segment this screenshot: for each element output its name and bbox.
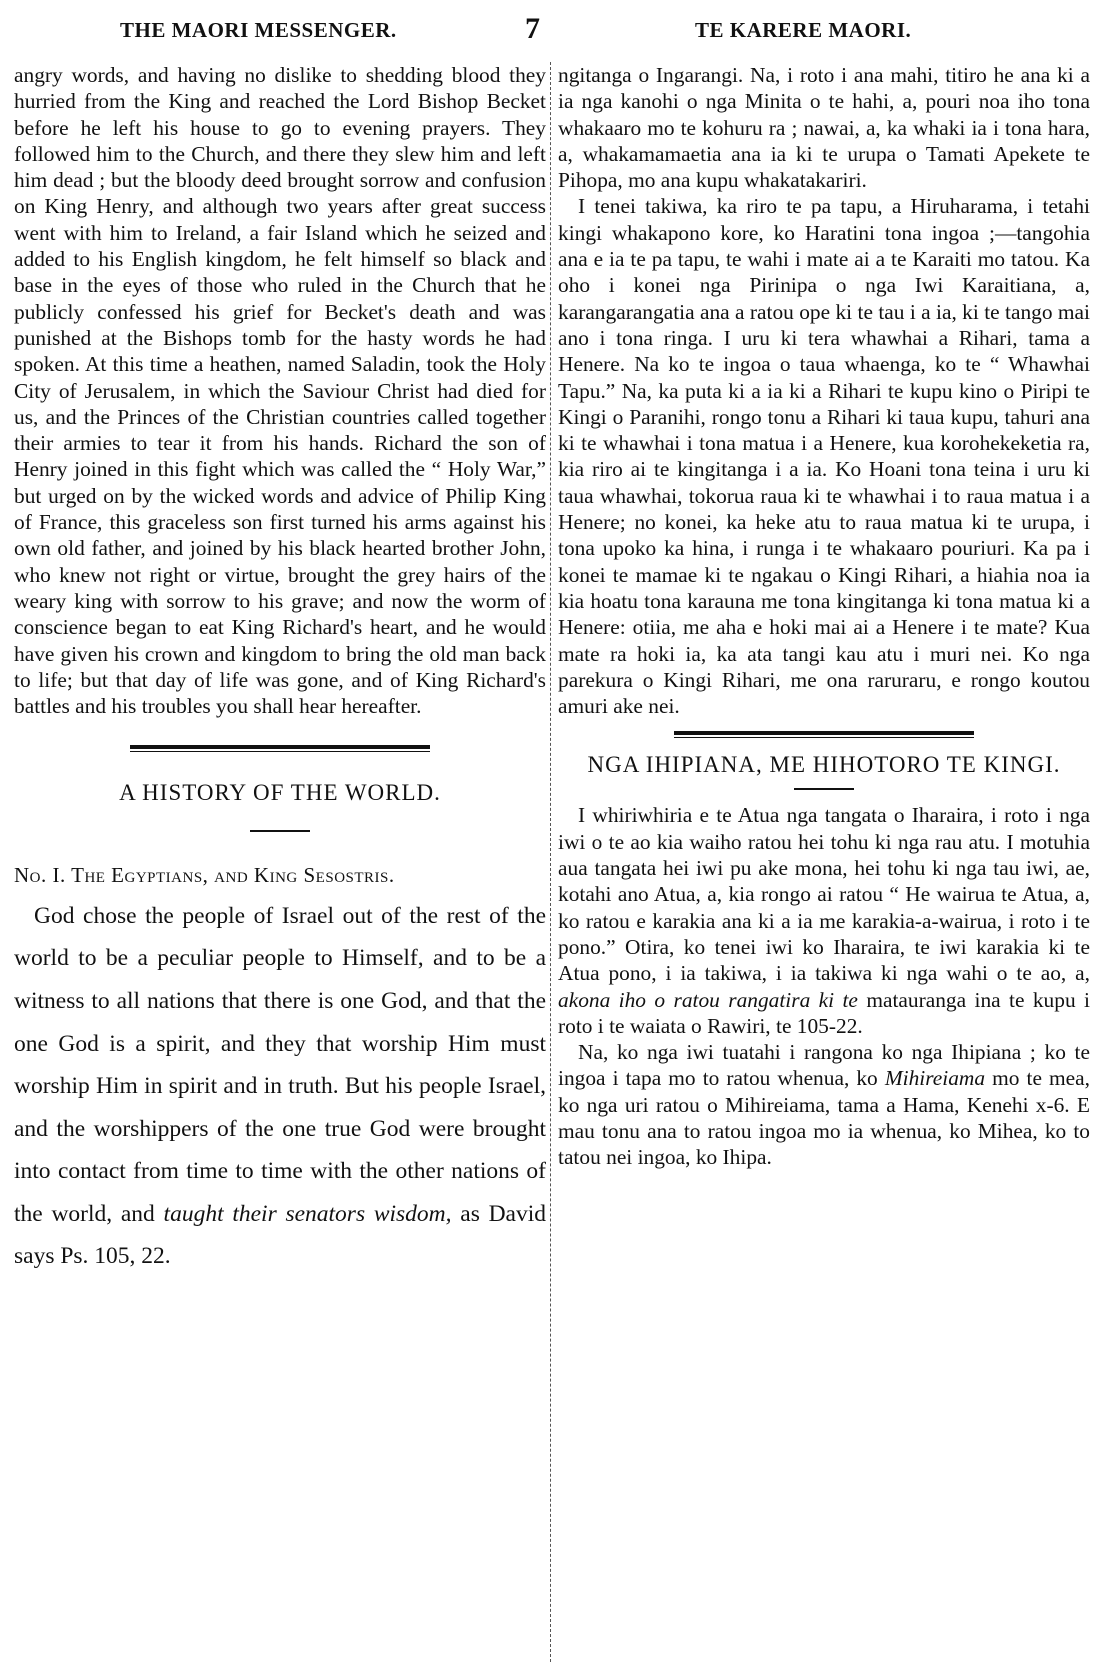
- masthead-maori: TE KARERE MAORI.: [695, 18, 912, 42]
- section-divider-maori: [674, 731, 974, 738]
- section-divider: [130, 745, 430, 752]
- page-number: 7: [525, 12, 541, 45]
- maori-article-para-1: [558, 802, 1090, 1039]
- maori-article-italic-2: Mihireiama: [884, 1066, 986, 1091]
- article-subheading: No. I. The Egyptians, and King Sesostris.: [14, 863, 395, 888]
- english-story-text: angry words, and having no dislike to shedding blood they hurried from the King and reached the Lord Bishop Becket before he left his house to go to evening prayers. They followed him to the Church, and there they slew him and left him dead ; but the bloody deed brought sorrow and confusion on King Henry, and although two years after great success went with him to Ireland, a fair Island which he seized and added to his English kingdom, he felt himself so black and base in the eyes of those who ruled in the Church that he publicly confessed his grief for Becket's death and was punished at the Bishops tomb for the hasty words he had spoken. At this time a heathen, named Saladin, took the Holy City of Jerusalem, in which the Saviour Christ had died for us, and the Princes of the Christian countries called together their armies to tear it from his hands. Richard the son of Henry joined in this fight which was called the “ Holy War,” but urged on by the wicked words and advice of Philip King of France, this graceless son first turned his arms against his own old father, and joined by his black hearted brother John, who knew not right or virtue, brought the grey hairs of the weary king with sorrow to his grave; and now the worm of conscience began to eat King Richard's heart, and he would have given his crown and kingdom to bring the old man back to life; but that day of life was gone, and of King Richard's battles and his troubles you shall hear hereafter.: [14, 63, 546, 719]
- maori-story-text: ngitanga o Ingarangi. Na, i roto i ana mahi, titiro he ana ki a ia nga kanohi o nga Minita o te hahi, a, pouri noa iho tona whakaaro mo te kohuru ra ; nawai, a, ka whaki ia i tona hara, a, whakamamaetia ana ia ki te urupa o Tamati Apekete te Pihopa, mo ana kupu whakatakariri.: [558, 63, 1090, 193]
- section-title-maori: NGA IHIPIANA, ME HIHOTORO TE KINGI.: [587, 752, 1061, 778]
- maori-story-text-2: I tenei takiwa, ka riro te pa tapu, a Hiruharama, i tetahi kingi whakapono kore, ko Haratini tona ingoa ;—tangohia ana e ia te pa tapu, te wahi i mate ai a te Karaiti mo tatou. Ka oho i konei nga Pirinipa o nga Iwi Karaitiana, a, karangarangatia ana a ratou ope ki te tau i a ia, ki te tango mai ano i tona ringa. I uru ki tera whawhai a Rihari, tama a Henere. Na ko te ingoa o taua whaenga, ko te “ Whawhai Tapu.” Na, ka puta ki a ia ki a Rihari te kupu kino o Piripi te Kingi o Paranihi, rongo tonu a Rihari ki taua kupu, tahuri ana ki te whawhai i tona matua i a Henere, kua korohekeketia ra, kia riro ai te kingitanga i a ia. Ko Hoani tona teina i uru ki taua whawhai, tokorua raua ki te whawhai i to raua matua i a Henere; no konei, ka heke atu to raua matua ki te urupa, i tona upoko ka hina, i runga i te whakaaro pouriuri. Ka pa i konei te mamae ki te ngakau o Kingi Rihari, a hiahia noa ia kia hoatu tona karauna me tona kingitanga ki tona matua ki a Henere: otiia, me aha e hoki mai ai a Henere i te mate? Kua mate ra hoki ia, ka ata tangi kau atu i muri nei. Ko nga parekura o Kingi Rihari, me ona raruraru, e rongo koutou amuri ake nei.: [558, 194, 1090, 719]
- left-column: [14, 62, 546, 1278]
- maori-article-text-2: Na, ko nga iwi tuatahi i rangona ko nga Ihipiana ; ko te ingoa i tapa mo to ratou whenua, ko: [558, 1040, 1090, 1091]
- maori-article-text: I whiriwhiria e te Atua nga tangata o Iharaira, i roto i nga iwi o te ao kia waiho ratou hei tohu ki nga rau atu. I motuhia aua tangata hei iwi pu ake mona, hei tohu ki nga tau iwi, ae, kotahi ano Atua, a, kia rongo ai ratou “ He wairua te Atua, a, ko ratou e karakia ana ki a ia me karakia-a-wairua, i roto i te pono.” Otira, ko tenei iwi ko Iharaira, te iwi karakia ki te Atua pono, i ia takiwa, i ia takiwa ki nga wahi o te ao, a,: [558, 803, 1090, 986]
- masthead-english: THE MAORI MESSENGER.: [120, 18, 397, 42]
- maori-article-para-2: [558, 1039, 1090, 1170]
- section-title-english: A HISTORY OF THE WORLD.: [119, 780, 441, 806]
- article-body-italic: taught their senators wisdom,: [163, 1200, 452, 1227]
- article-body-end: as David says Ps. 105, 22.: [14, 1200, 546, 1270]
- maori-article-italic: akona iho o ratou rangatira ki te: [558, 987, 858, 1012]
- maori-article-end: matauranga ina te kupu i roto i te waiata o Rawiri, te 105-22.: [558, 987, 1090, 1038]
- maori-article-end-2: mo te mea, ko nga uri ratou o Mihireiama, tama a Hama, Kenehi x-6. E mau tonu ana to ratou ingoa mo ia whenua, ko Mihea, ko to tatou nei ingoa, ko Ihipa.: [558, 1066, 1090, 1170]
- page-header: [0, 12, 1114, 52]
- article-body-text: God chose the people of Israel out of the rest of the world to be a peculiar people to Himself, and to be a witness to all nations that there is one God, and that the one God is a spirit, and they that worship Him must worship Him in spirit and in truth. But his people Israel, and the worshippers of the one true God were brought into contact from time to time with the other nations of the world, and: [14, 902, 546, 1227]
- column-divider: [550, 62, 552, 1662]
- right-column: [558, 62, 1090, 1171]
- article-body: [14, 895, 546, 1278]
